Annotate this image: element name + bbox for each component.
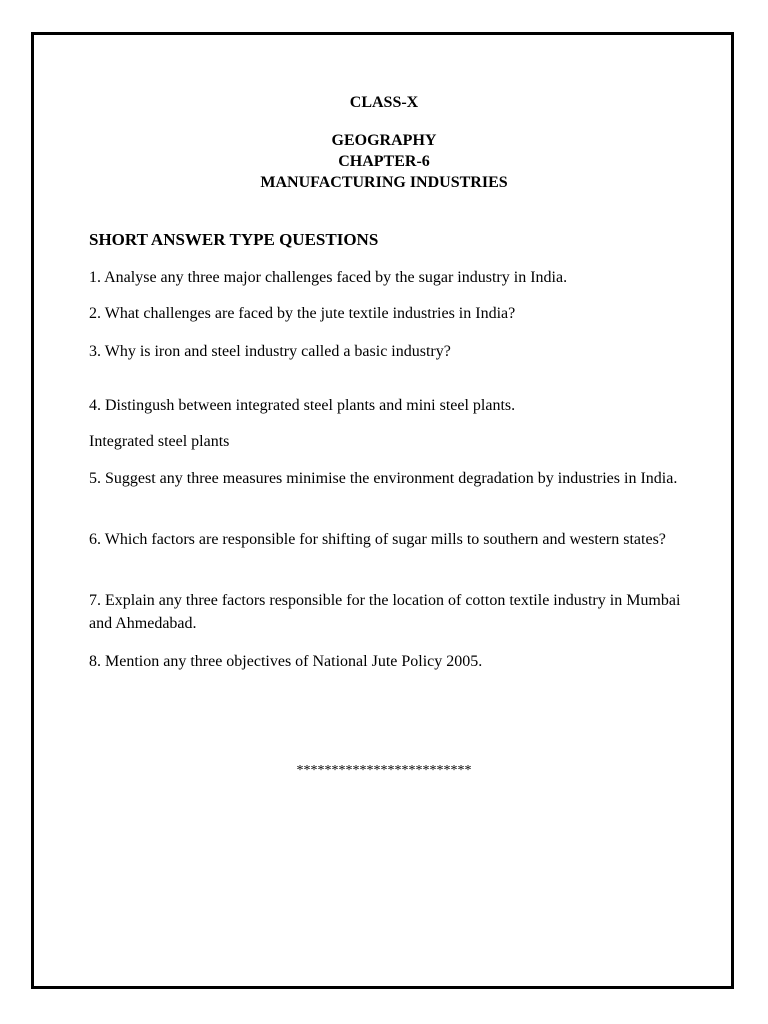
question-4: 4. Distingush between integrated steel plants and mini steel plants. bbox=[89, 397, 516, 414]
subject-title: GEOGRAPHY bbox=[331, 132, 437, 149]
question-5: 5. Suggest any three measures minimise the environment degradation by industries in India. bbox=[89, 470, 678, 487]
end-marker: ************************* bbox=[296, 763, 472, 778]
question-8: 8. Mention any three objectives of National Jute Policy 2005. bbox=[89, 653, 483, 670]
question-3: 3. Why is iron and steel industry called a basic industry? bbox=[89, 343, 451, 360]
question-7: 7. Explain any three factors responsible for the location of cotton textile industry in Mumbai and Ahmedabad. bbox=[89, 592, 681, 632]
section-heading: SHORT ANSWER TYPE QUESTIONS bbox=[89, 230, 379, 249]
chapter-title: MANUFACTURING INDUSTRIES bbox=[260, 174, 508, 191]
answer-line: Integrated steel plants bbox=[89, 433, 230, 450]
question-1: 1. Analyse any three major challenges faced by the sugar industry in India. bbox=[89, 269, 568, 286]
chapter-number: CHAPTER-6 bbox=[338, 153, 430, 170]
class-title: CLASS-X bbox=[349, 94, 419, 111]
question-6: 6. Which factors are responsible for shifting of sugar mills to southern and western states? bbox=[89, 531, 666, 548]
question-2: 2. What challenges are faced by the jute textile industries in India? bbox=[89, 305, 516, 322]
